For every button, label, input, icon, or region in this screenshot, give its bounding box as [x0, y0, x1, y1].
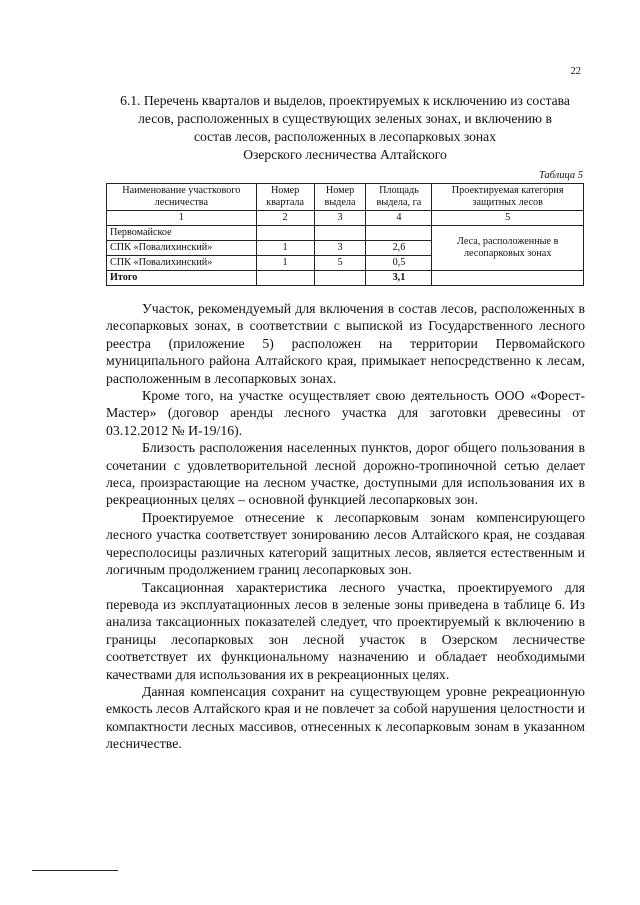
area-cell: 0,5 [366, 256, 432, 271]
column-number: 3 [314, 211, 366, 226]
empty-cell [256, 226, 314, 241]
header-forestry-name: Наименование участкового лесничества [107, 184, 257, 211]
section-title [100, 92, 590, 164]
total-row [107, 271, 584, 286]
paragraph: Проектируемое отнесение к лесопарковым зонам компенсирующего лесного участка соответствует зонированию лесов Алтайского края, не создавая чересполосицы различных категорий защитных лесов, является естественным и логичным продолжением границ лесопарковых зон. [106, 509, 585, 578]
total-area: 3,1 [366, 271, 432, 286]
column-number: 1 [107, 211, 257, 226]
table-5 [106, 183, 584, 286]
area-cell: 2,6 [366, 241, 432, 256]
group-name-cell: Первомайское [107, 226, 257, 241]
kvartal-cell: 1 [256, 256, 314, 271]
title-line: 6.1. Перечень кварталов и выделов, проектируемых к исключению из состава [120, 93, 570, 108]
title-line: Озерского лесничества Алтайского [243, 147, 447, 162]
header-category: Проектируемая категория защитных лесов [432, 184, 584, 211]
column-number: 5 [432, 211, 584, 226]
empty-cell [366, 226, 432, 241]
table-header-row [107, 184, 584, 211]
footnote-divider [32, 870, 118, 871]
category-cell: Леса, расположенные в лесопарковых зонах [432, 226, 584, 271]
title-line: лесов, расположенных в существующих зеленых зонах, и включению в [138, 111, 552, 126]
paragraph: Таксационная характеристика лесного участка, проектируемого для перевода из эксплуатационных лесов в зеленые зоны приведена в таблице 6. Из анализа таксационных показателей следует, что проектируемый к включению в границы лесопарковых зон лесной участок в Озерском лесничестве соответствует их функциональному назначению и обладает необходимыми качествами для использования их в рекреационных целях. [106, 579, 585, 682]
empty-cell [314, 271, 366, 286]
page-number: 22 [570, 66, 581, 77]
empty-cell [432, 271, 584, 286]
column-number: 4 [366, 211, 432, 226]
vydel-cell: 5 [314, 256, 366, 271]
empty-cell [256, 271, 314, 286]
title-line: состав лесов, расположенных в лесопарковых зонах [193, 129, 497, 144]
table-caption: Таблица 5 [538, 170, 583, 181]
paragraph: Близость расположения населенных пунктов, дорог общего пользования в сочетании с удовлетворительной лесной дорожно-тропиночной сетью делает леса, произрастающие на лесном участке, доступными для использования их в рекреационных целях – основной функцией лесопарковых зон. [106, 440, 585, 508]
empty-cell [314, 226, 366, 241]
kvartal-cell: 1 [256, 241, 314, 256]
column-number-row [107, 211, 584, 226]
header-vydel-number: Номер выдела [314, 184, 366, 211]
name-cell: СПК «Повалихинский» [107, 256, 257, 271]
paragraph: Участок, рекомендуемый для включения в состав лесов, расположенных в лесопарковых зонах, в соответствии с выпиской из Государственного лесного реестра (приложение 5) расположен на территории Первомайского муниципального района Алтайского края, примыкает непосредственно к лесам, расположенным в лесопарковых зонах. [106, 301, 585, 386]
vydel-cell: 3 [314, 241, 366, 256]
header-kvartal-number: Номер квартала [256, 184, 314, 211]
body-text [106, 300, 585, 753]
header-area: Площадь выдела, га [366, 184, 432, 211]
total-label: Итого [107, 271, 257, 286]
column-number: 2 [256, 211, 314, 226]
table-row [107, 226, 584, 241]
paragraph: Данная компенсация сохранит на существующем уровне рекреационную емкость лесов Алтайского края и не повлечет за собой нарушения целостности и компактности лесных массивов, отнесенных к лесопарковым зонам в указанном лесничестве. [106, 683, 585, 752]
paragraph: Кроме того, на участке осуществляет свою деятельность ООО «Форест-Мастер» (договор аренды лесного участка для заготовки древесины от 03.12.2012 № И-19/16). [106, 388, 585, 438]
name-cell: СПК «Повалихинский» [107, 241, 257, 256]
